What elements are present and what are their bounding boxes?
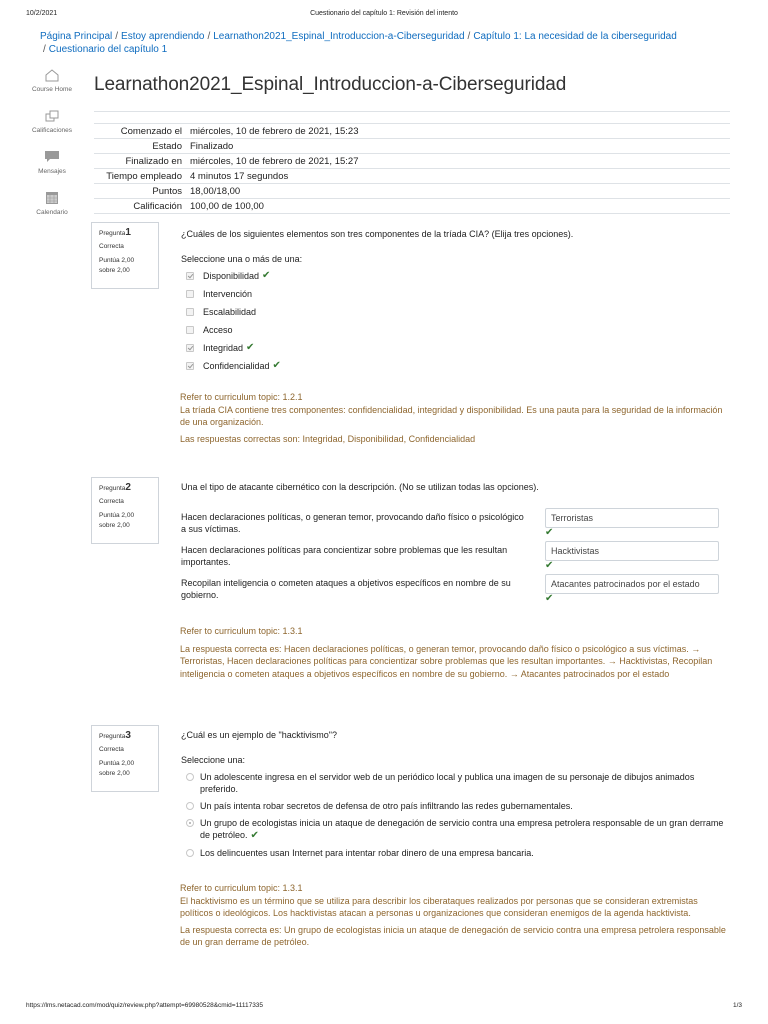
breadcrumb: Página Principal / Estoy aprendiendo / Learnathon2021_Espinal_Introduccion-a-Ciberseguridad / Capítulo 1: La necesidad de la ciberseguridad / Cuestionario del capítulo 1 (40, 31, 677, 55)
nav-grades[interactable] (28, 109, 76, 136)
question-2-info (91, 477, 159, 544)
correct-check-icon: ✔ (545, 527, 554, 538)
question-3-body (181, 729, 726, 865)
summary-value: 18,00/18,00 (186, 184, 730, 199)
messages-icon (44, 150, 60, 164)
radio[interactable] (186, 849, 194, 857)
option-label: Integridad (203, 343, 244, 353)
question-number (99, 730, 151, 741)
print-footer (0, 1002, 768, 1012)
question-1-info (91, 222, 159, 289)
option-label: Un grupo de ecologistas inicia un ataque de denegación de servicio contra una empresa petrolera responsable de un gran derrame de petróleo. (200, 818, 724, 840)
question-2-body (181, 481, 726, 611)
question-state: Correcta (99, 498, 124, 505)
summary-label: Calificación (94, 199, 186, 214)
summary-value: Finalizado (186, 139, 730, 154)
summary-row (94, 169, 730, 184)
right-answer: Las respuestas correctas son: Integridad, Disponibilidad, Confidencialidad (180, 433, 476, 444)
question-grade-line2: sobre 2,00 (99, 522, 130, 529)
question-grade-line1: Puntúa 2,00 (99, 512, 135, 519)
question-prompt: Seleccione una o más de una: (181, 254, 303, 264)
option-label: Intervención (203, 289, 253, 299)
correct-check-icon: ✔ (246, 342, 255, 353)
answer-option[interactable] (181, 288, 726, 300)
question-number (99, 482, 151, 493)
question-3-info (91, 725, 159, 792)
side-nav (28, 68, 76, 232)
checkbox[interactable] (186, 272, 194, 280)
answer-option[interactable] (181, 360, 726, 372)
option-label: Un país intenta robar secretos de defensa de otro país infiltrando las redes gubernamentales. (200, 801, 573, 811)
answer-option[interactable] (181, 847, 726, 859)
answer-option[interactable] (181, 306, 726, 318)
answer-option[interactable] (181, 342, 726, 354)
answer-option[interactable] (181, 324, 726, 336)
correct-check-icon: ✔ (545, 593, 554, 604)
right-answer: La respuesta correcta es: Un grupo de ecologistas inicia un ataque de denegación de servicio contra una empresa petrolera responsable de un gran derrame de petróleo. (180, 924, 726, 947)
breadcrumb-quiz[interactable]: Cuestionario del capítulo 1 (48, 44, 168, 55)
general-feedback (180, 391, 728, 429)
radio[interactable] (186, 819, 194, 827)
question-number-value: 2 (125, 482, 131, 493)
answer-option[interactable] (181, 771, 726, 795)
summary-row (94, 184, 730, 199)
checkbox[interactable] (186, 344, 194, 352)
nav-course-home-label: Course Home (31, 86, 73, 93)
question-prefix: Pregunta (99, 733, 126, 740)
feedback-text: El hacktivismo es un término que se utiliza para describir los ciberataques realizados por personas que se consideran extremistas políticos o ideológicos. Los hacktivistas atacan a personas u organizaciones que consideran enemigos de la agenda hacktivista. (180, 895, 698, 918)
feedback-topic: Refer to curriculum topic: 1.2.1 (180, 392, 303, 402)
question-grade-line2: sobre 2,00 (99, 770, 130, 777)
question-number-value: 1 (125, 227, 131, 238)
print-page-number: 1/3 (732, 1002, 742, 1009)
correct-check-icon: ✔ (272, 360, 281, 371)
answer-option[interactable] (181, 800, 726, 812)
radio[interactable] (186, 773, 194, 781)
match-stem: Hacen declaraciones políticas, o generan temor, provocando daño físico o psicológico a sus víctimas. (181, 512, 524, 534)
question-text: ¿Cuál es un ejemplo de "hacktivismo"? (181, 730, 337, 740)
summary-value: miércoles, 10 de febrero de 2021, 15:27 (186, 154, 730, 169)
option-label-wrap (200, 817, 726, 842)
summary-label: Comenzado el (94, 124, 186, 139)
option-label: Acceso (203, 325, 233, 335)
summary-label: Finalizado en (94, 154, 186, 169)
question-grade-line1: Puntúa 2,00 (99, 760, 135, 767)
question-3-feedback (180, 882, 728, 949)
question-prompt: Seleccione una: (181, 755, 246, 765)
feedback-topic: Refer to curriculum topic: 1.3.1 (180, 883, 303, 893)
question-grade-line1: Puntúa 2,00 (99, 257, 135, 264)
checkbox[interactable] (186, 308, 194, 316)
question-number-value: 3 (125, 730, 131, 741)
nav-course-home[interactable] (28, 68, 76, 95)
question-prefix: Pregunta (99, 485, 126, 492)
question-2-feedback (180, 625, 728, 680)
radio[interactable] (186, 802, 194, 810)
correct-check-icon: ✔ (545, 560, 554, 571)
question-grade-line2: sobre 2,00 (99, 267, 130, 274)
general-feedback (180, 625, 728, 638)
question-state: Correcta (99, 243, 124, 250)
checkbox[interactable] (186, 290, 194, 298)
summary-label: Tiempo empleado (94, 169, 186, 184)
summary-row (94, 154, 730, 169)
summary-value: 100,00 de 100,00 (186, 199, 730, 214)
nav-grades-label: Calificaciones (31, 127, 73, 134)
nav-calendar-label: Calendario (36, 209, 68, 216)
attempt-summary-table (94, 123, 730, 214)
question-1-body (181, 228, 726, 378)
answer-option[interactable] (181, 817, 726, 842)
grades-icon (44, 109, 60, 123)
page-title: Learnathon2021_Espinal_Introduccion-a-Ciberseguridad (94, 74, 567, 95)
checkbox[interactable] (186, 362, 194, 370)
option-label: Escalabilidad (203, 307, 257, 317)
breadcrumb-learning[interactable]: Estoy aprendiendo (121, 31, 205, 42)
summary-label: Estado (94, 139, 186, 154)
summary-row (94, 199, 730, 214)
summary-row (94, 124, 730, 139)
right-answer: La respuesta correcta es: Hacen declaraciones políticas, o generan temor, provocando daño físico o psicológico a sus víctimas. → Terroristas, Hacen declaraciones políticas para concientizar sobre problemas que les resultan importantes. → Hacktivistas, Recopilan inteligencia o cometen ataques a objetivos específicos en nombre de su gobierno. → Atacantes patrocinados por el estado (180, 643, 713, 679)
match-select[interactable]: Terroristas (545, 508, 719, 528)
match-select[interactable]: Hacktivistas (545, 541, 719, 561)
question-state: Correcta (99, 746, 124, 753)
question-number (99, 227, 151, 238)
summary-value: miércoles, 10 de febrero de 2021, 15:23 (186, 124, 730, 139)
feedback-topic: Refer to curriculum topic: 1.3.1 (180, 626, 303, 636)
print-header (0, 10, 768, 22)
correct-check-icon: ✔ (262, 270, 271, 281)
option-label: Un adolescente ingresa en el servidor web de un periódico local y publica una imagen de su personaje de dibujos animados preferido. (200, 772, 695, 794)
general-feedback (180, 882, 728, 920)
breadcrumb-home[interactable]: Página Principal (40, 31, 113, 42)
summary-row (94, 139, 730, 154)
nav-messages[interactable] (28, 150, 76, 177)
answer-option[interactable] (181, 270, 726, 282)
home-icon (44, 68, 60, 82)
nav-calendar[interactable] (28, 191, 76, 218)
title-divider (94, 111, 730, 112)
correct-check-icon: ✔ (250, 830, 259, 841)
breadcrumb-course[interactable]: Learnathon2021_Espinal_Introduccion-a-Ciberseguridad (213, 31, 465, 42)
breadcrumb-chapter[interactable]: Capítulo 1: La necesidad de la ciberseguridad (473, 31, 677, 42)
summary-value: 4 minutos 17 segundos (186, 169, 730, 184)
nav-messages-label: Mensajes (38, 168, 66, 175)
match-stem: Hacen declaraciones políticas para concientizar sobre problemas que les resultan importantes. (181, 545, 508, 567)
option-label: Confidencialidad (203, 361, 270, 371)
print-date: 10/2/2021 (26, 10, 58, 17)
question-1-feedback (180, 391, 728, 445)
question-text: Una el tipo de atacante cibernético con la descripción. (No se utilizan todas las opciones). (181, 482, 539, 492)
option-label: Disponibilidad (203, 271, 260, 281)
print-url: https://lms.netacad.com/mod/quiz/review.php?attempt=69980528&cmid=11117335 (26, 1002, 264, 1009)
question-prefix: Pregunta (99, 230, 126, 237)
summary-label: Puntos (94, 184, 186, 199)
option-label: Los delincuentes usan Internet para intentar robar dinero de una empresa bancaria. (200, 848, 534, 858)
match-stem: Recopilan inteligencia o cometen ataques a objetivos específicos en nombre de su gobierno. (181, 578, 511, 600)
calendar-icon (44, 191, 60, 205)
match-select[interactable]: Atacantes patrocinados por el estado (545, 574, 719, 594)
question-text: ¿Cuáles de los siguientes elementos son tres componentes de la tríada CIA? (Elija tres opciones). (181, 229, 574, 239)
feedback-text: La tríada CIA contiene tres componentes: confidencialidad, integridad y disponibilidad. Es una pauta para la seguridad de la información de una organización. (180, 404, 723, 427)
checkbox[interactable] (186, 326, 194, 334)
print-title: Cuestionario del capítulo 1: Revisión del intento (310, 10, 458, 17)
